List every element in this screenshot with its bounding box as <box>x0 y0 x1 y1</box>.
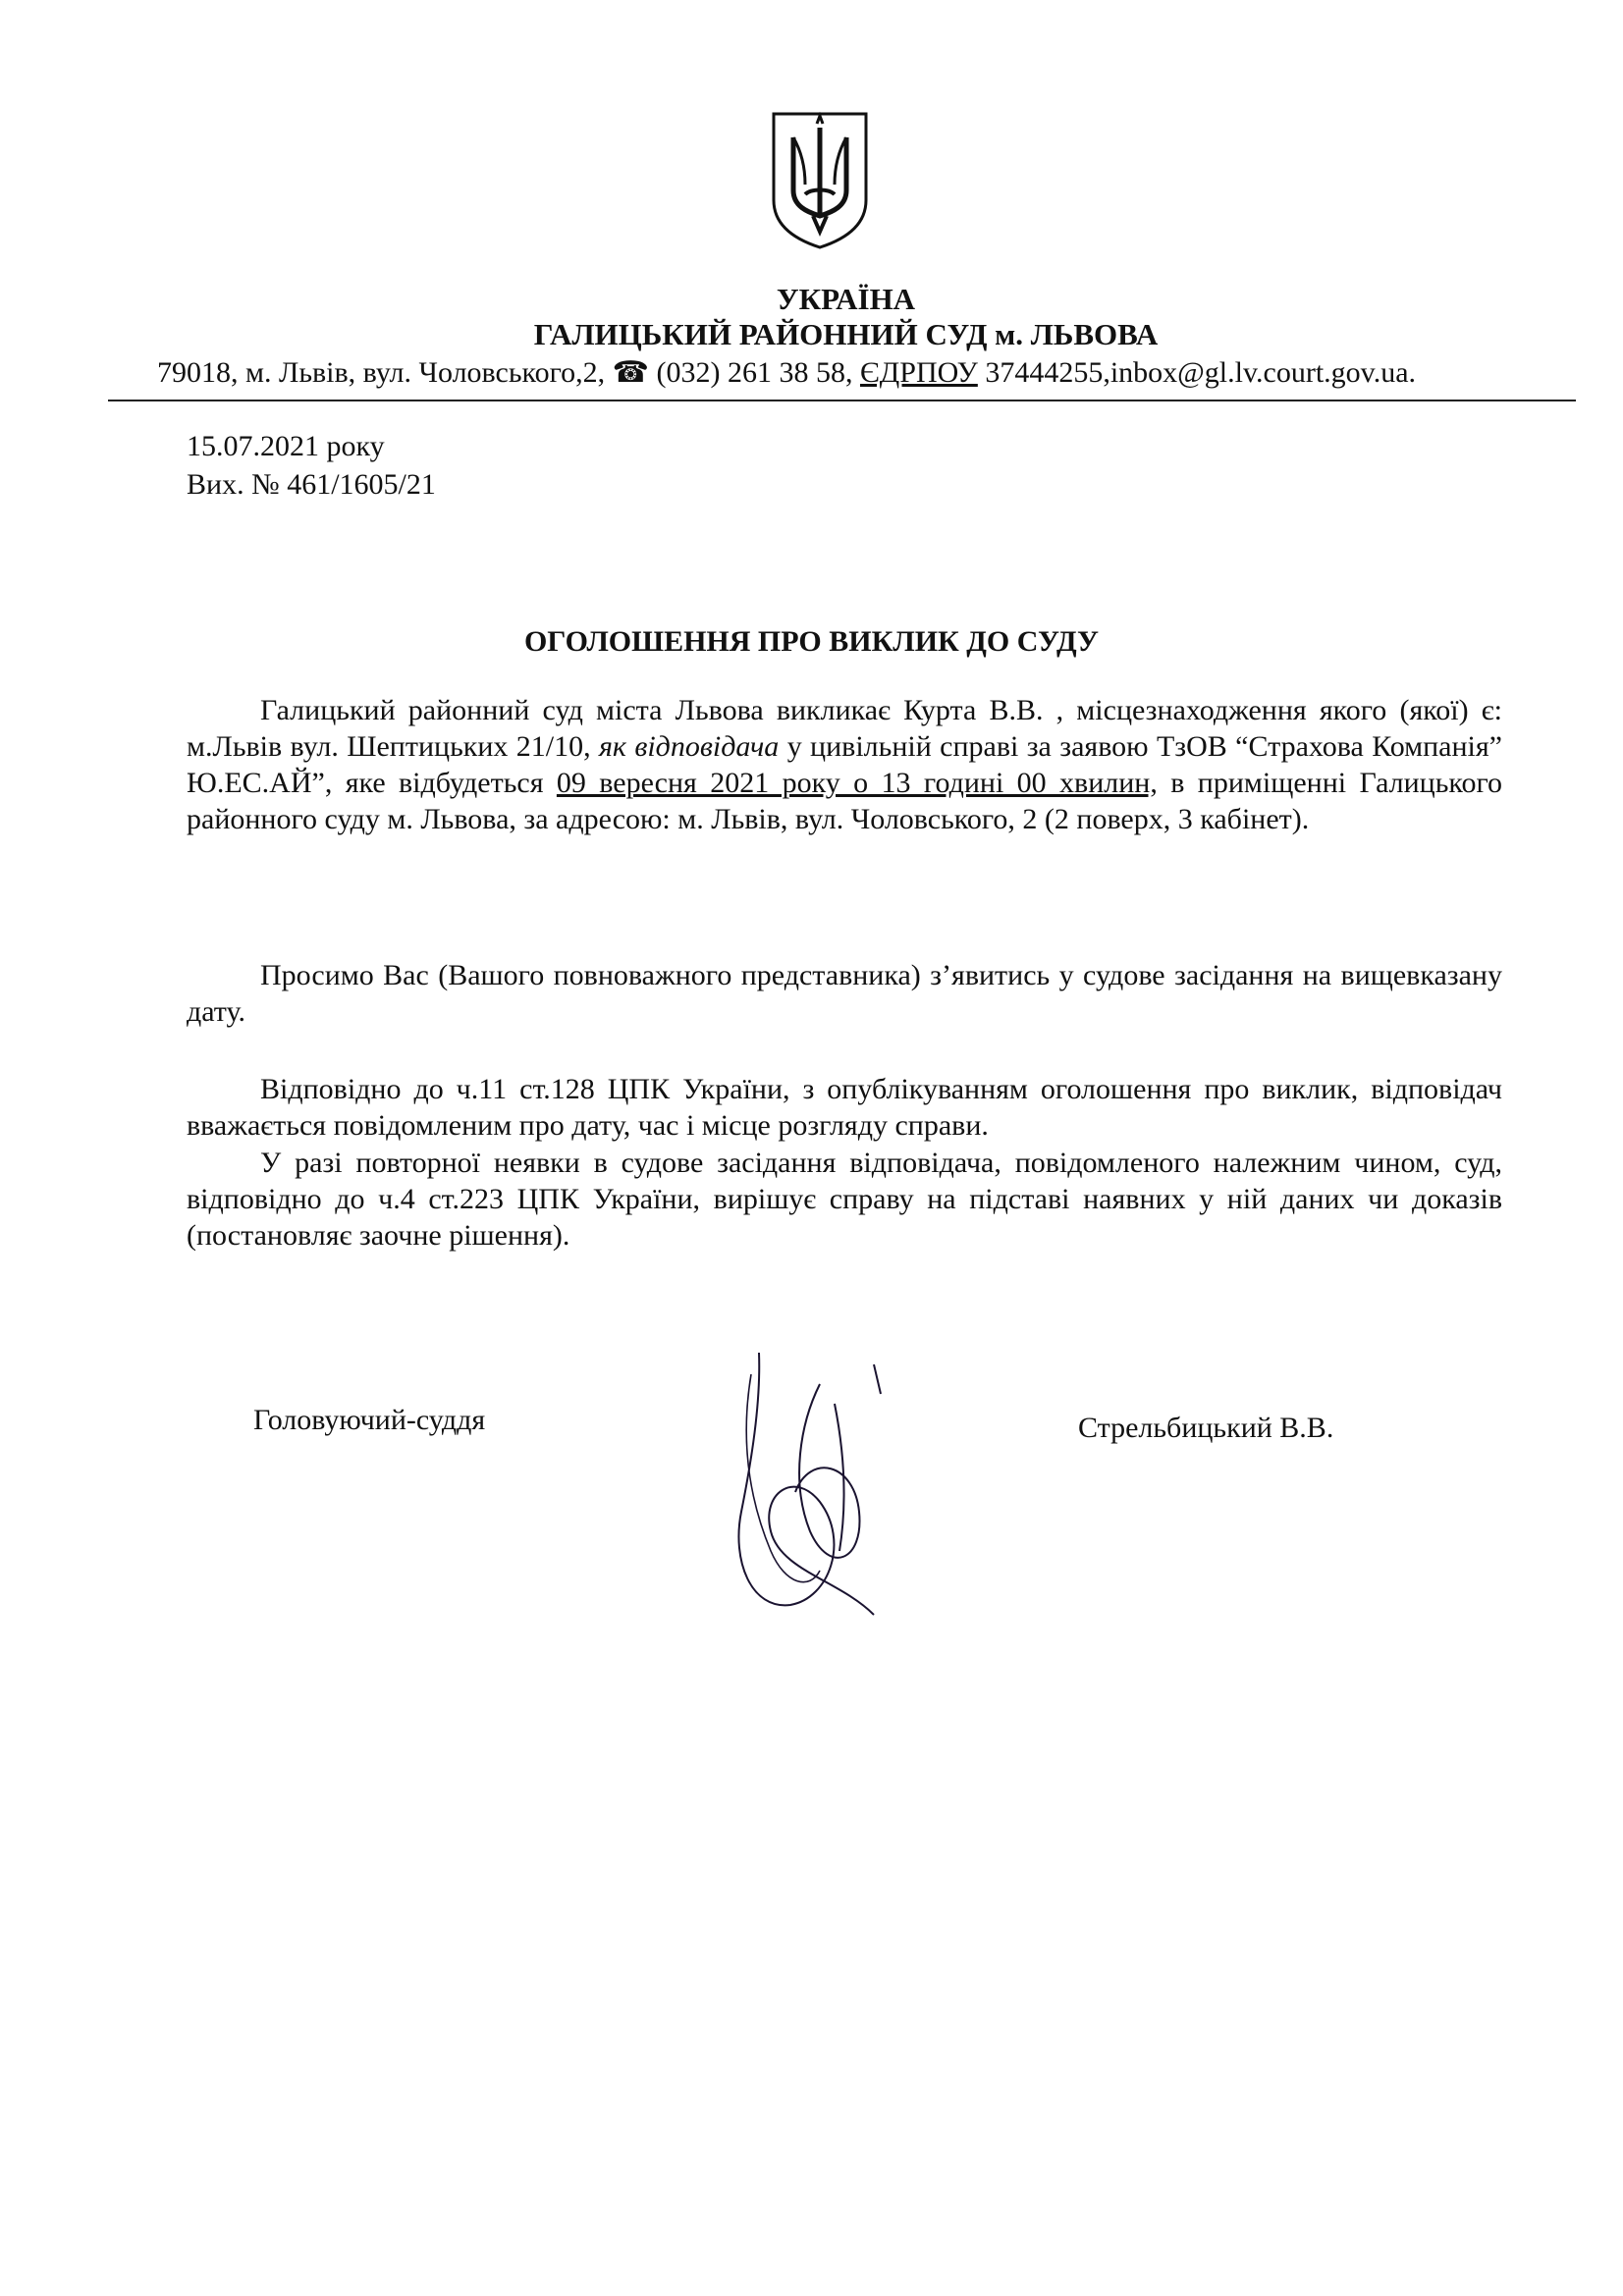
request-paragraph: Просимо Вас (Вашого повноважного представника) з’явитись у судове засідання на вищевказану дату. <box>187 959 1502 1028</box>
phone-icon: ☎ <box>612 356 650 389</box>
header-divider <box>108 400 1576 401</box>
edrpou-email: 37444255,inbox@gl.lv.court.gov.ua. <box>985 356 1417 389</box>
document-title: ОГОЛОШЕННЯ ПРО ВИКЛИК ДО СУДУ <box>523 625 1100 658</box>
country-name: УКРАЇНА <box>776 282 916 316</box>
edrpou-label: ЄДРПОУ <box>860 356 978 389</box>
legal-basis-paragraph: Відповідно до ч.11 ст.128 ЦПК України, з опублікуванням оголошення про виклик, відповідач вважається повідомленим про дату, час і місце розгляду справи. <box>187 1073 1502 1142</box>
handwritten-signature <box>702 1345 908 1629</box>
court-phone: (032) 261 38 58 <box>656 356 845 389</box>
outgoing-number: Вих. № 461/1605/21 <box>187 468 436 501</box>
summons-paragraph: Галицький районний суд міста Львова викликає Курта В.В. , місцезнаходження якого (якої) є: м.Львів вул. Шептицьких 21/10, як відповідача у цивільній справі за заявою ТзОВ “Страхова Компанія” Ю.ЕС.АЙ”, яке відбудеться 09 вересня 2021 року о 13 годині 00 хвилин, в приміщенні Галицького районного суду м. Львова, за адресою: м. Львів, вул. Чоловського, 2 (2 поверх, 3 кабінет). <box>187 694 1503 835</box>
absence-consequence-paragraph: У разі повторної неявки в судове засідання відповідача, повідомленого належним чином, суд, відповідно до ч.4 ст.223 ЦПК України, вирішує справу на підставі наявних у ній даних чи доказів (постановляє заочне рішення). <box>187 1147 1502 1252</box>
court-name: ГАЛИЦЬКИЙ РАЙОННИЙ СУД м. ЛЬВОВА <box>533 317 1159 351</box>
defendant-role: як відповідача <box>598 730 780 763</box>
judge-name: Стрельбицький В.В. <box>1078 1412 1334 1444</box>
court-contacts: 79018, м. Львів, вул. Чоловського,2, ☎ (032) 261 38 58, ЄДРПОУ 37444255,inbox@gl.lv.court.gov.ua. <box>157 356 1417 389</box>
document-date: 15.07.2021 року <box>187 430 385 462</box>
judge-title: Головуючий-суддя <box>253 1404 486 1436</box>
hearing-datetime: 09 вересня 2021 року о 13 годині 00 хвилин, <box>556 767 1158 799</box>
trident-emblem-icon <box>766 110 874 249</box>
court-address: 79018, м. Львів, вул. Чоловського,2, <box>157 356 606 389</box>
